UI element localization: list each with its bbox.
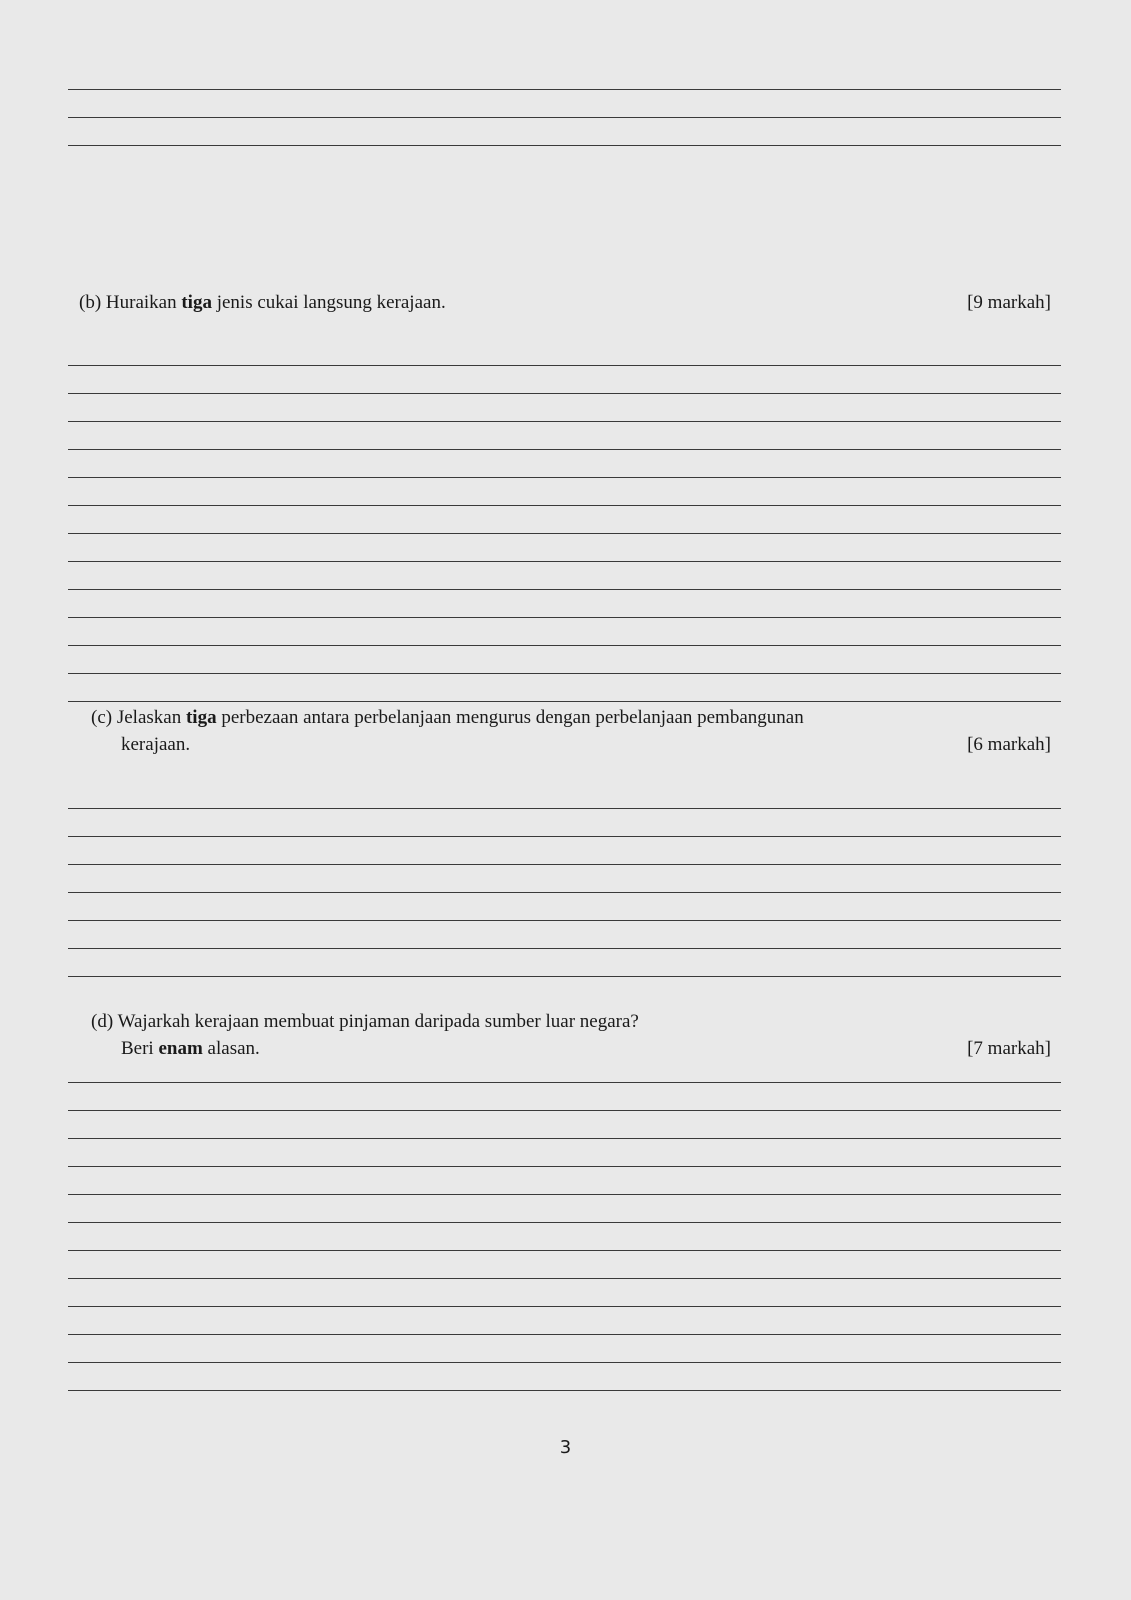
answer-line — [68, 117, 1061, 118]
question-d-label: (d) — [91, 1011, 114, 1032]
answer-line — [68, 892, 1061, 893]
answer-line — [68, 533, 1061, 534]
answer-line — [68, 1334, 1061, 1335]
question-b — [79, 289, 446, 316]
question-d-marks: [7 markah] — [967, 1038, 1051, 1059]
question-d-line2-pre: Beri — [121, 1038, 154, 1059]
answer-line — [68, 505, 1061, 506]
question-d-line2 — [91, 1035, 639, 1062]
question-b-bold: tiga — [181, 292, 212, 313]
answer-line — [68, 1082, 1061, 1083]
question-c-label: (c) — [91, 707, 113, 728]
question-d-text: Wajarkah kerajaan membuat pinjaman daripada sumber luar negara? — [117, 1011, 639, 1032]
question-c-line1 — [91, 704, 804, 731]
answer-line — [68, 617, 1061, 618]
answer-line — [68, 421, 1061, 422]
answer-line — [68, 1222, 1061, 1223]
answer-line — [68, 645, 1061, 646]
answer-line — [68, 1138, 1061, 1139]
question-b-label: (b) — [79, 292, 102, 313]
answer-line — [68, 365, 1061, 366]
answer-line — [68, 449, 1061, 450]
answer-line — [68, 1250, 1061, 1251]
answer-line — [68, 864, 1061, 865]
page-number: 3 — [559, 1437, 572, 1458]
answer-line — [68, 920, 1061, 921]
question-c — [91, 704, 804, 758]
answer-line — [68, 836, 1061, 837]
answer-line — [68, 1362, 1061, 1363]
question-b-text-pre: Huraikan — [105, 292, 177, 313]
question-c-line2: kerajaan. — [121, 734, 191, 755]
question-d-line1 — [91, 1008, 639, 1035]
answer-line — [68, 808, 1061, 809]
question-d-line2-post: alasan. — [207, 1038, 260, 1059]
answer-line — [68, 948, 1061, 949]
question-c-marks: [6 markah] — [967, 734, 1051, 755]
answer-line — [68, 393, 1061, 394]
answer-line — [68, 1110, 1061, 1111]
answer-line — [68, 976, 1061, 977]
question-c-text-post: perbezaan antara perbelanjaan mengurus dengan perbelanjaan pembangunan — [221, 707, 804, 728]
answer-line — [68, 477, 1061, 478]
answer-line — [68, 1278, 1061, 1279]
answer-lines-c — [68, 808, 1061, 977]
answer-line — [68, 673, 1061, 674]
answer-line — [68, 1194, 1061, 1195]
answer-line — [68, 145, 1061, 146]
question-b-text-post: jenis cukai langsung kerajaan. — [216, 292, 446, 313]
answer-lines-b — [68, 365, 1061, 702]
answer-lines-a — [68, 89, 1061, 146]
answer-line — [68, 1306, 1061, 1307]
question-d-line2-bold: enam — [158, 1038, 203, 1059]
question-d — [91, 1008, 639, 1062]
answer-line — [68, 701, 1061, 702]
answer-lines-d — [68, 1082, 1061, 1391]
question-b-marks: [9 markah] — [967, 292, 1051, 313]
answer-line — [68, 589, 1061, 590]
answer-line — [68, 1166, 1061, 1167]
question-c-bold: tiga — [185, 707, 217, 728]
answer-line — [68, 89, 1061, 90]
answer-line — [68, 561, 1061, 562]
answer-line — [68, 1390, 1061, 1391]
question-c-text-pre: Jelaskan — [116, 707, 182, 728]
